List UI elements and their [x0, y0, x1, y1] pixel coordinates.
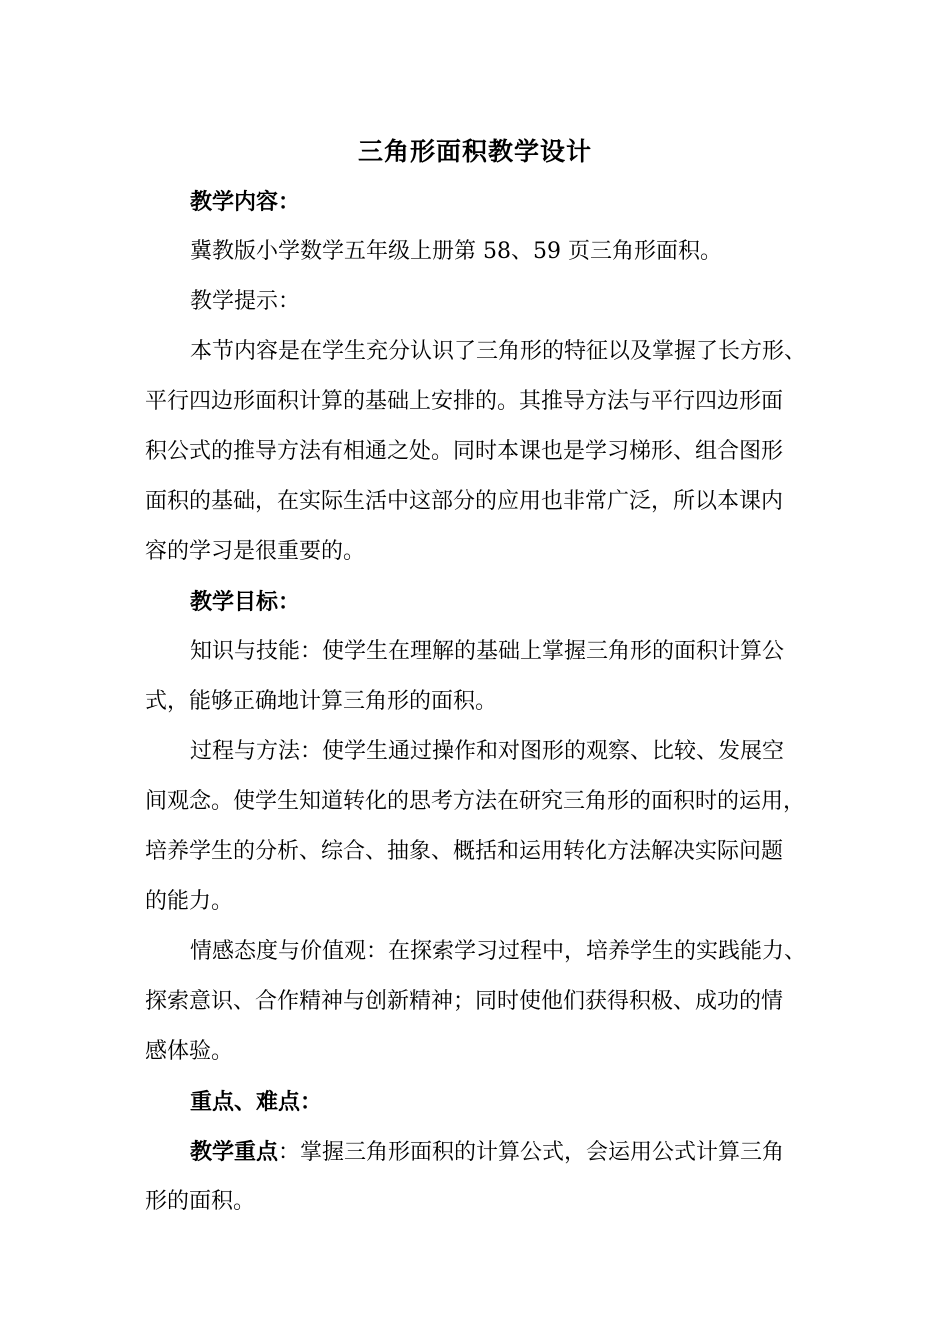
hint-line: 平行四边形面积计算的基础上安排的。其推导方法与平行四边形面: [145, 389, 784, 414]
content-text: 冀教版小学数学五年级上册第 58、59 页三角形面积。: [190, 239, 722, 264]
key-point-text: ：掌握三角形面积的计算公式，会运用公式计算三角: [278, 1140, 785, 1165]
hint-line: 本节内容是在学生充分认识了三角形的特征以及掌握了长方形、: [190, 339, 807, 364]
goal-emotion-line: 探索意识、合作精神与创新精神；同时使他们获得积极、成功的情: [145, 989, 784, 1014]
goal-emotion-line: 情感态度与价值观：在探索学习过程中，培养学生的实践能力、: [190, 939, 807, 964]
hint-heading: 教学提示：: [190, 289, 301, 314]
hint-line: 容的学习是很重要的。: [145, 539, 366, 564]
hint-line: 积公式的推导方法有相通之处。同时本课也是学习梯形、组合图形: [145, 439, 784, 464]
hint-line: 面积的基础，在实际生活中这部分的应用也非常广泛，所以本课内: [145, 489, 784, 514]
goals-heading: 教学目标：: [190, 589, 301, 615]
goal-process-line: 培养学生的分析、综合、抽象、概括和运用转化方法解决实际问题: [145, 839, 784, 864]
goal-knowledge-line: 式，能够正确地计算三角形的面积。: [145, 689, 498, 714]
key-point-line: [190, 1134, 784, 1171]
content-heading: 教学内容：: [190, 189, 301, 215]
goal-process-line: 的能力。: [145, 889, 234, 914]
key-point-line-cont: 形的面积。: [145, 1189, 256, 1214]
document-title: 三角形面积教学设计: [357, 137, 592, 166]
goal-process-line: 间观念。使学生知道转化的思考方法在研究三角形的面积时的运用，: [145, 789, 806, 814]
key-point-label: 教学重点: [190, 1139, 279, 1165]
goal-knowledge-line: 知识与技能：使学生在理解的基础上掌握三角形的面积计算公: [190, 639, 785, 664]
key-heading: 重点、难点：: [190, 1089, 323, 1115]
goal-process-line: 过程与方法：使学生通过操作和对图形的观察、比较、发展空: [190, 739, 785, 764]
goal-emotion-line: 感体验。: [145, 1039, 234, 1064]
